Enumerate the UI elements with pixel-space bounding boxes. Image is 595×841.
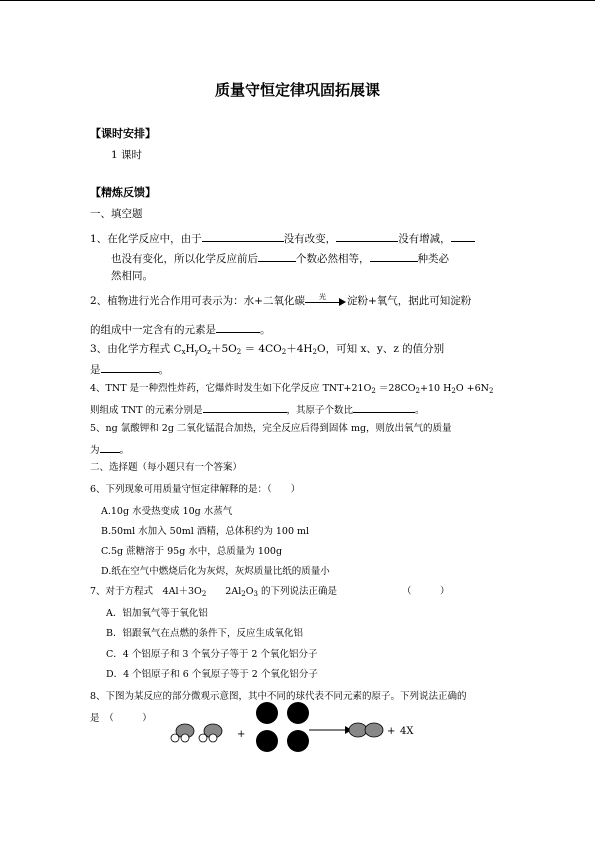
q7-option-d: D．4 个铝原子和 6 个氧原子等于 2 个氧化铝分子 <box>106 669 318 680</box>
q4-sub-1: 2 <box>371 387 376 395</box>
q1-line1 <box>90 230 475 246</box>
schedule-content: 1 课时 <box>111 149 143 161</box>
q4-number: 4、 <box>90 383 106 394</box>
q4-line1 <box>90 382 493 398</box>
reactant-molecule <box>171 724 194 742</box>
q5-text-a: ng 氯酸钾和 2g 二氧化锰混合加热，完全反应后得到固体 mg，则放出氧气的质量 <box>105 423 452 434</box>
practice-heading: 【精炼反馈】 <box>90 186 156 199</box>
reactant-molecule <box>199 724 222 742</box>
q7-text-d: 的下列说法正确是 <box>257 586 338 597</box>
q2-text-b: 淀粉+氧气，据此可知淀粉 <box>347 295 472 307</box>
q3-text-h: 是 <box>90 364 101 376</box>
q4-text-d: O +6N <box>455 383 489 394</box>
q3-sub-1: 2 <box>236 348 242 356</box>
q5-line2 <box>90 441 129 458</box>
reaction-micro-diagram <box>165 700 425 760</box>
product-molecule <box>349 723 383 737</box>
q1-line3: 然相同。 <box>111 270 153 282</box>
q8-line2: 是 （ ） <box>90 713 152 724</box>
q7-text-c: O <box>245 586 254 597</box>
q4-text-c: +10 H <box>420 383 452 394</box>
q3-sub-2: 2 <box>281 348 287 356</box>
q4-text-f: ，其原子个数比 <box>286 405 354 416</box>
q1-text-e: 个数必然相等， <box>296 253 370 265</box>
q3-sub-y: y <box>194 348 199 356</box>
plus-sign: + <box>237 729 246 740</box>
q1-text-c: 没有增减， <box>398 233 451 245</box>
q3-line2 <box>90 361 169 377</box>
q3-sub-z: z <box>207 348 211 356</box>
q1-blank-5[interactable] <box>370 250 418 262</box>
section2-heading: 二、选择题（每小题只有一个答案） <box>90 462 243 473</box>
reaction-arrow <box>305 295 347 307</box>
q2-line1 <box>90 294 471 308</box>
q3-text-g: O，可知 x、y、z 的值分别 <box>317 343 445 355</box>
q3-text-a: 由化学方程式 C <box>107 343 182 355</box>
top-rule <box>0 0 595 1</box>
q7-option-b: B．铝跟氧气在点燃的条件下，反应生成氧化铝 <box>106 628 303 639</box>
section1-heading: 一、填空题 <box>90 208 143 220</box>
q7-sub-3: 3 <box>253 590 258 598</box>
q1-text-d: 也没有变化，所以化学反应前后 <box>111 253 258 265</box>
q4-text-g: 。 <box>415 405 425 416</box>
page-title: 质量守恒定律巩固拓展课 <box>214 81 380 99</box>
q3-number: 3、 <box>90 343 108 355</box>
q6-option-c: C.5g 蔗糖溶于 95g 水中，总质量为 100g <box>101 546 283 557</box>
q3-text-c: O <box>198 343 208 355</box>
q6-option-b: B.50ml 水加入 50ml 酒精，总体积约为 100 ml <box>101 526 310 537</box>
q5-blank[interactable] <box>100 441 120 453</box>
q1-number: 1、 <box>90 233 108 245</box>
q2-number: 2、 <box>90 295 108 307</box>
q3-text-e: ＝ 4CO <box>241 343 282 355</box>
q7-sub-2: 2 <box>241 590 246 598</box>
q7-option-c: C．4 个铝原子和 3 个氧分子等于 2 个氧化铝分子 <box>106 649 318 660</box>
q4-sub-2: 2 <box>415 387 421 395</box>
q2-text-a: 植物进行光合作用可表示为：水+二氧化碳 <box>107 295 305 307</box>
q3-sub-x: x <box>181 348 186 356</box>
q5-text-b: 为 <box>90 445 100 456</box>
q2-text-d: 。 <box>260 324 271 336</box>
q1-blank-2[interactable] <box>336 230 398 242</box>
q4-sub-4: 2 <box>488 387 494 395</box>
q1-blank-1[interactable] <box>202 230 284 242</box>
q4-text-e: 则组成 TNT 的元素分别是 <box>90 405 203 416</box>
q5-text-c: 。 <box>119 445 130 456</box>
q3-text-b: H <box>185 343 195 355</box>
q3-text-f: ＋4H <box>286 343 313 355</box>
q7-stem <box>90 585 337 601</box>
q8-stem: 8、下图为某反应的部分微观示意图，其中不同的球代表不同元素的原子。下列说法正确的 <box>90 691 467 702</box>
q1-blank-3[interactable] <box>451 230 475 242</box>
q3-text-d: ＋5O <box>210 343 237 355</box>
q6-option-a: A.10g 水受热变成 10g 水蒸气 <box>101 506 233 517</box>
q1-blank-4[interactable] <box>258 250 296 262</box>
q4-line2 <box>90 401 425 418</box>
q7-sub-1: 2 <box>201 590 207 598</box>
q2-line2 <box>90 321 271 337</box>
q6-option-d: D.纸在空气中燃烧后化为灰烬，灰烬质量比纸的质量小 <box>101 566 330 577</box>
q2-blank[interactable] <box>216 321 260 333</box>
q4-blank-1[interactable] <box>203 401 287 413</box>
q7-option-a: A．铝加氧气等于氧化铝 <box>106 608 208 619</box>
q5-line1 <box>90 422 452 436</box>
q4-text-a: TNT 是一种烈性炸药，它爆炸时发生如下化学反应 TNT+21O <box>105 383 372 394</box>
q2-text-c: 的组成中一定含有的元素是 <box>90 324 216 336</box>
q1-text-f: 种类必 <box>417 253 449 265</box>
q4-text-b: ＝28CO <box>375 383 416 394</box>
q5-number: 5、 <box>90 423 106 434</box>
reaction-arrow <box>309 726 352 734</box>
q3-text-i: 。 <box>158 364 169 376</box>
plus-sign: + <box>387 726 396 737</box>
light-condition: 光 <box>319 293 326 301</box>
q3-blank[interactable] <box>101 361 159 373</box>
q1-text-b: 没有改变， <box>283 233 337 245</box>
q4-sub-3: 2 <box>451 387 456 395</box>
q1-line2 <box>111 250 449 266</box>
q3-sub-3: 2 <box>312 348 318 356</box>
q6-stem: 6、下列现象可用质量守恒定律解释的是：（ ） <box>90 484 301 495</box>
product-4x-label: 4X <box>400 726 414 737</box>
q7-text-b: 2Al <box>206 586 242 597</box>
schedule-heading: 【课时安排】 <box>90 127 156 140</box>
q3-line1 <box>90 342 444 359</box>
q1-text-a: 在化学反应中，由于 <box>107 233 202 245</box>
q7-answer-paren: （ ） <box>402 586 450 597</box>
q4-blank-2[interactable] <box>353 401 415 413</box>
q7-text-a: 7、对于方程式 4Al＋3O <box>90 586 202 597</box>
black-atom-molecules <box>256 702 309 752</box>
